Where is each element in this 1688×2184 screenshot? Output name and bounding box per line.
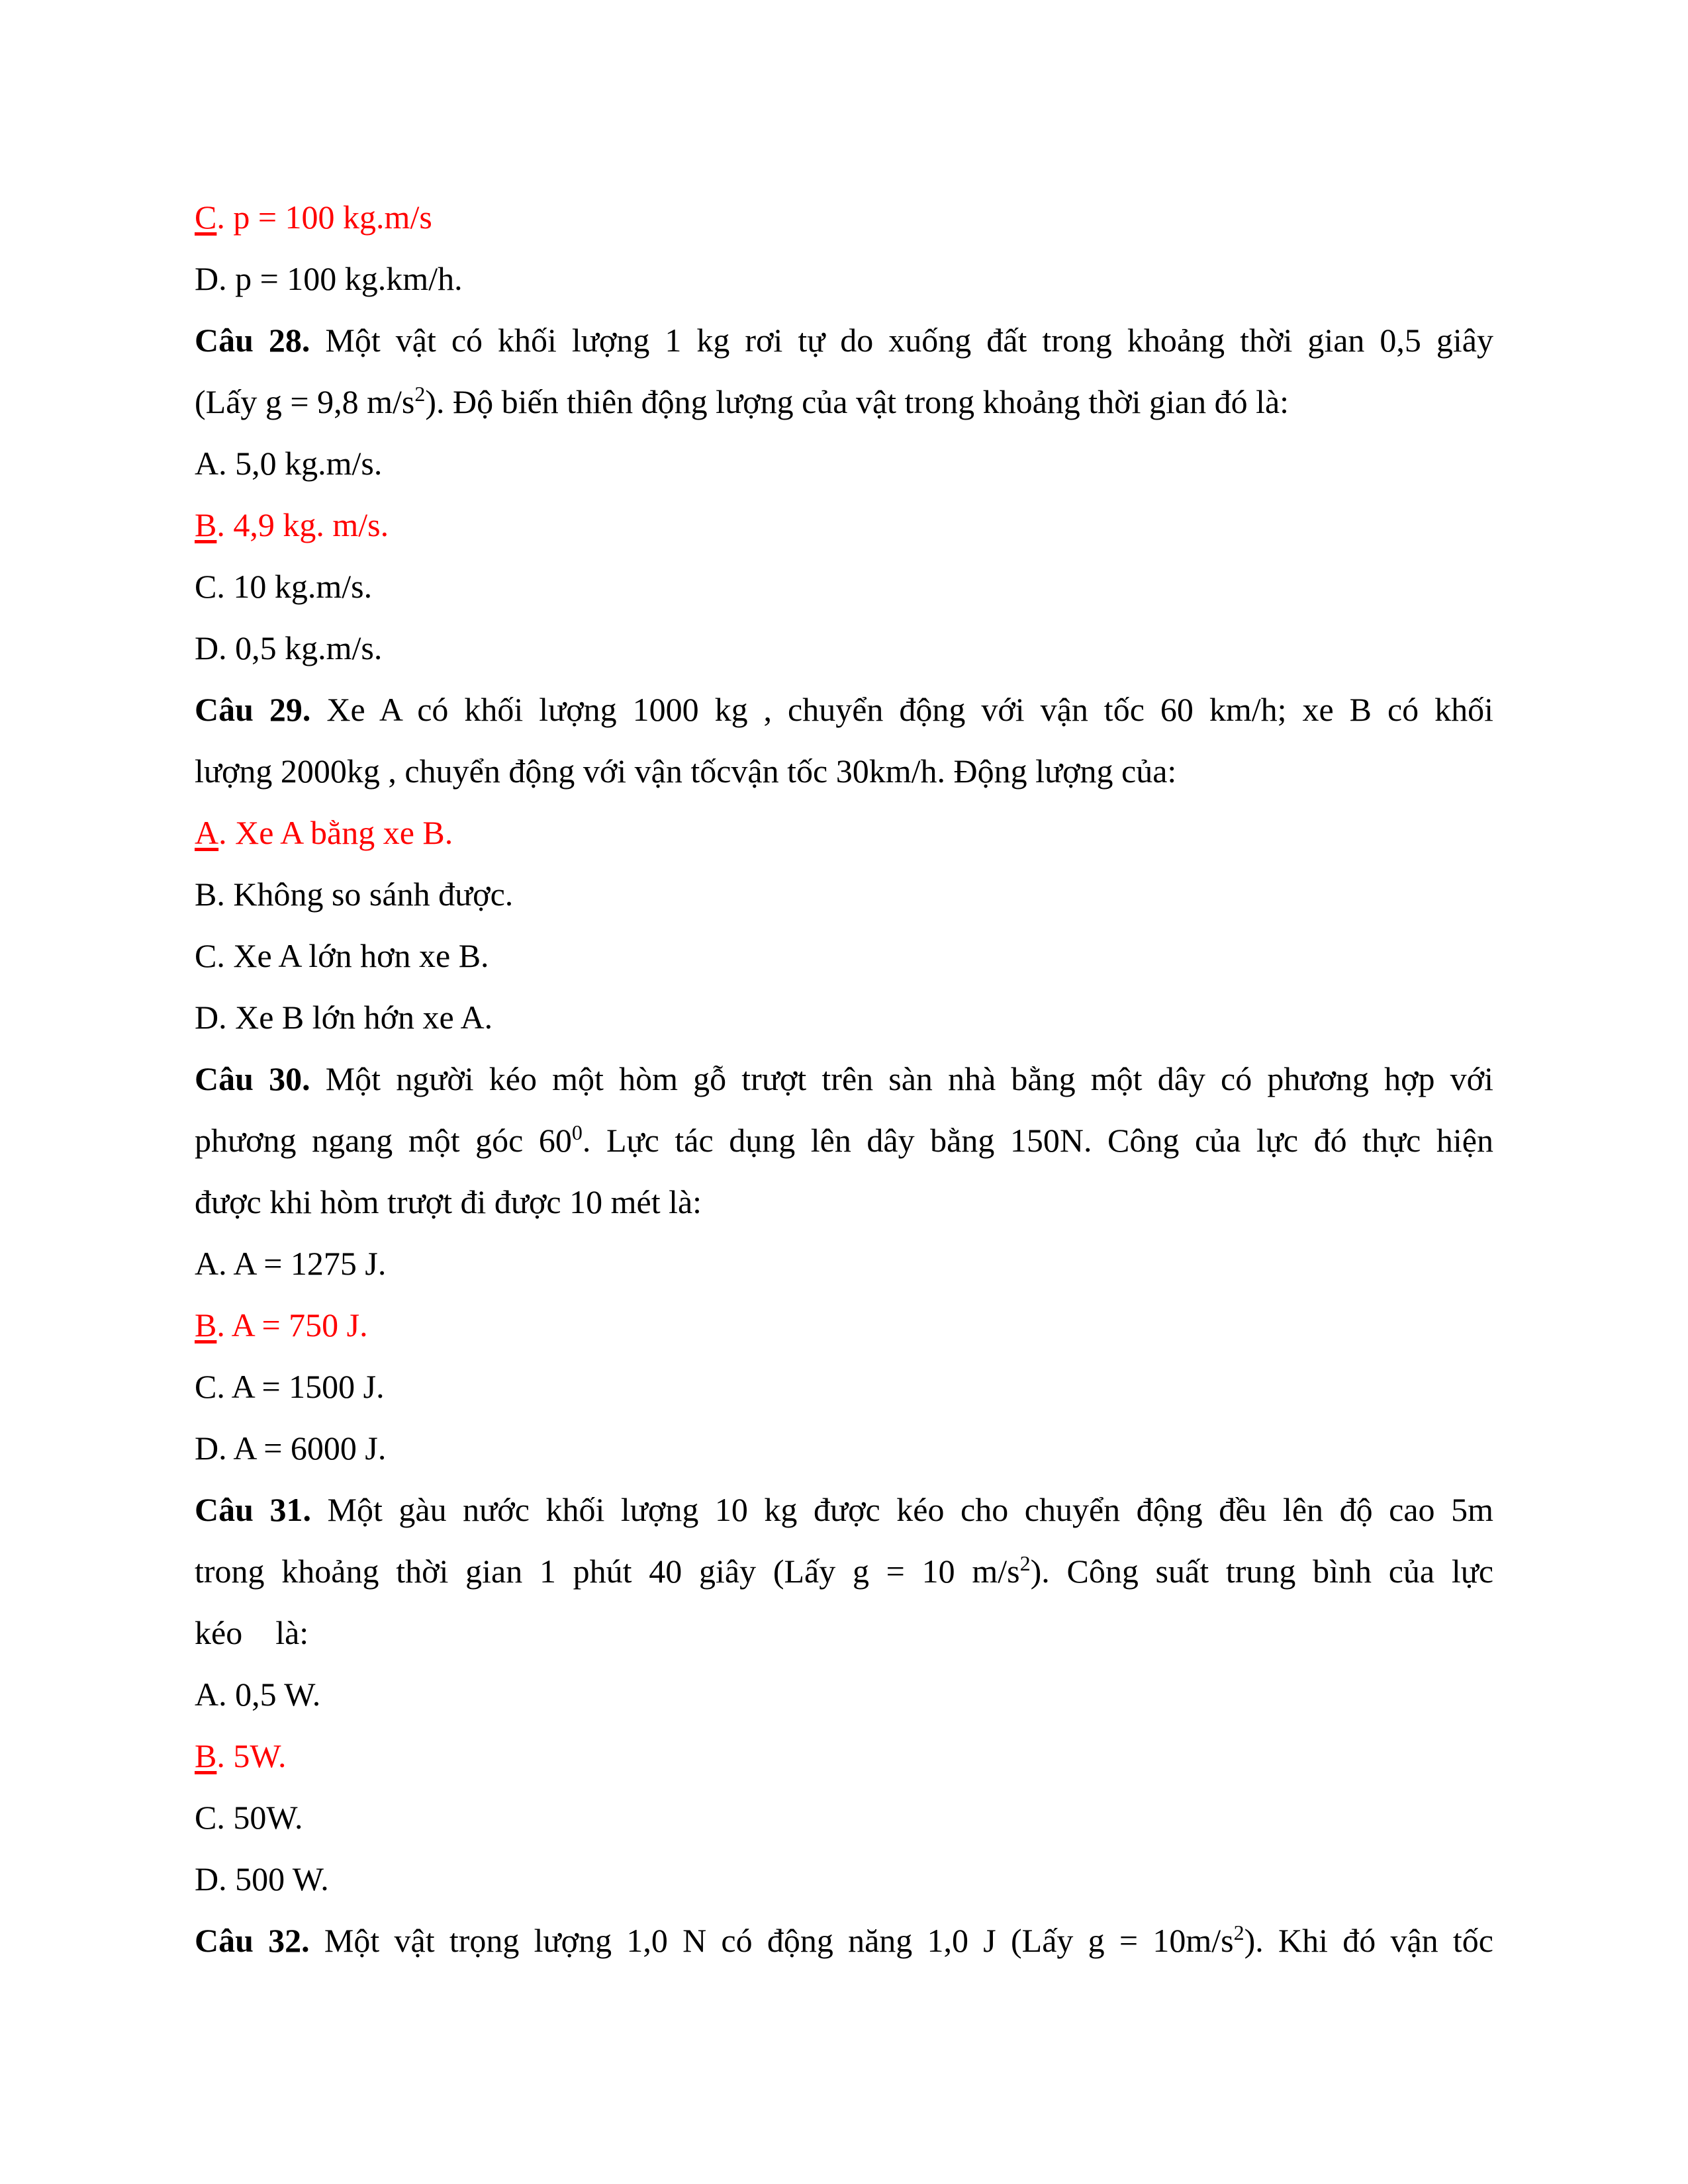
question-label: Câu 29.	[195, 691, 311, 728]
q30-option-d: D. A = 6000 J.	[195, 1430, 387, 1467]
option-text: . 4,9 kg. m/s.	[216, 506, 389, 543]
q32-stem-line-1	[195, 1921, 1493, 1964]
q29-option-d: D. Xe B lớn hớn xe A.	[195, 999, 493, 1036]
answer-letter: C	[195, 199, 217, 236]
q29-stem-line-2: lượng 2000kg , chuyển động với vận tốcvận tốc 30km/h. Động lượng của:	[195, 752, 1177, 790]
stem-text: Một vật có khối lượng 1 kg rơi tự do xuống đất trong khoảng thời gian 0,5 giây	[310, 322, 1493, 359]
option-text: . 5W.	[216, 1737, 287, 1774]
q30-option-b-correct	[195, 1305, 1493, 1345]
stem-text: phương ngang một góc 60	[195, 1122, 572, 1159]
q28-option-d: D. 0,5 kg.m/s.	[195, 629, 383, 666]
q31-option-b-correct	[195, 1736, 1493, 1776]
q29-option-a-correct	[195, 813, 1493, 852]
stem-text: . Lực tác dụng lên dây bằng 150N. Công của lực đó thực hiện	[582, 1122, 1493, 1159]
q29-stem-line-1	[195, 690, 1493, 729]
stem-text: Một người kéo một hòm gỗ trượt trên sàn nhà bằng một dây có phương hợp với	[310, 1060, 1494, 1097]
option-text: . A = 750 J.	[216, 1306, 368, 1343]
q30-option-a: A. A = 1275 J.	[195, 1245, 387, 1282]
q31-stem-line-2	[195, 1551, 1493, 1595]
q28-stem-line-1	[195, 320, 1493, 360]
answer-letter: B	[195, 1737, 217, 1774]
q29-option-c: C. Xe A lớn hơn xe B.	[195, 937, 489, 974]
superscript: 2	[414, 382, 426, 406]
stem-text: Một vật trọng lượng 1,0 N có động năng 1,0 J (Lấy g = 10m/s	[309, 1922, 1234, 1959]
q31-stem-line-1	[195, 1490, 1493, 1529]
q30-option-c: C. A = 1500 J.	[195, 1368, 385, 1405]
answer-letter: B	[195, 1306, 217, 1343]
question-label: Câu 32.	[195, 1922, 310, 1959]
q27-option-c-correct	[195, 197, 1493, 237]
q28-option-c: C. 10 kg.m/s.	[195, 568, 373, 605]
q30-stem-line-2	[195, 1120, 1493, 1164]
stem-text: Một gàu nước khối lượng 10 kg được kéo cho chuyển động đều lên độ cao 5m	[310, 1491, 1493, 1528]
stem-text: ). Độ biến thiên động lượng của vật trong khoảng thời gian đó là:	[425, 383, 1289, 420]
stem-text: Xe A có khối lượng 1000 kg , chuyển động với vận tốc 60 km/h; xe B có khối	[310, 691, 1493, 728]
question-label: Câu 30.	[195, 1060, 310, 1097]
q29-option-b: B. Không so sánh được.	[195, 876, 514, 913]
q30-stem-line-1	[195, 1059, 1493, 1099]
q31-option-c: C. 50W.	[195, 1799, 303, 1836]
superscript: 0	[571, 1120, 583, 1144]
q28-stem-line-2	[195, 382, 1493, 426]
answer-letter: A	[195, 814, 219, 851]
superscript: 2	[1019, 1551, 1031, 1575]
stem-text: trong khoảng thời gian 1 phút 40 giây (Lấy g = 10 m/s	[195, 1553, 1020, 1590]
option-text: . Xe A bằng xe B.	[218, 814, 453, 851]
q31-option-a: A. 0,5 W.	[195, 1676, 321, 1713]
answer-letter: B	[195, 506, 217, 543]
q28-option-b-correct	[195, 505, 1493, 545]
q31-option-d: D. 500 W.	[195, 1860, 329, 1897]
q31-stem-line-3: kéo là:	[195, 1614, 309, 1651]
q30-stem-line-3: được khi hòm trượt đi được 10 mét là:	[195, 1183, 702, 1220]
superscript: 2	[1233, 1921, 1244, 1944]
stem-text: (Lấy g = 9,8 m/s	[195, 383, 415, 420]
option-text: . p = 100 kg.m/s	[216, 199, 432, 236]
stem-text: ). Công suất trung bình của lực	[1030, 1553, 1494, 1590]
stem-text: ). Khi đó vận tốc	[1244, 1922, 1493, 1959]
question-label: Câu 28.	[195, 322, 310, 359]
q28-option-a: A. 5,0 kg.m/s.	[195, 445, 383, 482]
q27-option-d: D. p = 100 kg.km/h.	[195, 260, 463, 297]
question-label: Câu 31.	[195, 1491, 311, 1528]
